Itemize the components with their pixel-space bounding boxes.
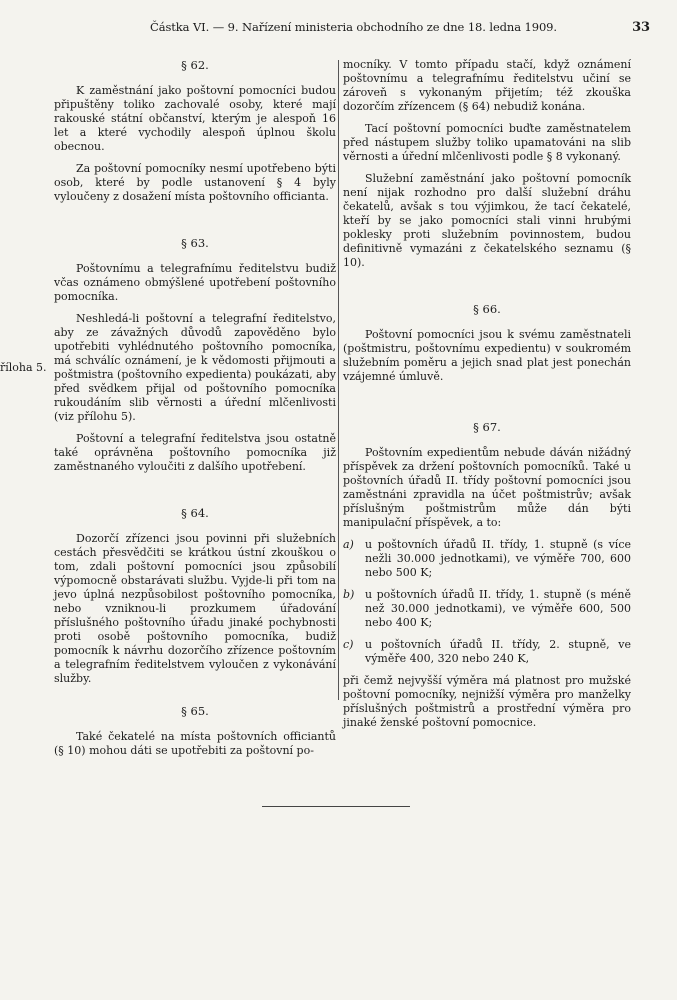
paragraph: Poštovním expedientům nebude dáván nižádný příspěvek za držení poštovních pomocníků. Také u poštovních úřadů II. třídy poštovní pomocníci jsou zaměstnáni zpravidla na účet poštmistrův; avšak příslušným poštmistrům může dán býti manipulační příspěvek, a to: [343,446,631,529]
paragraph: Také čekatelé na místa poštovních officiantů (§ 10) mohou dáti se upotřebiti za poštovní po- [54,730,336,757]
page-number: 33 [632,20,650,35]
section-heading: § 62. [181,58,209,72]
left-column [54,58,336,766]
list-item [343,588,631,630]
list-item [343,538,631,580]
section-heading: § 67. [473,420,501,434]
paragraph: Poštovní pomocníci jsou k svému zaměstnateli (poštmistru, poštovnímu expedientu) v soukromém služebním poměru a jejich snad plat jest ponechán vzájemné úmluvě. [343,328,631,383]
paragraph: Tací poštovní pomocníci buďte zaměstnatelem před nástupem služby toliko upamatováni na slib věrnosti a úřední mlčenlivosti podle § 8 vykonaný. [343,122,631,163]
running-title: Částka VI. — 9. Nařízení ministeria obchodního ze dne 18. ledna 1909. [150,20,557,34]
item-text: u poštovních úřadů II. třídy, 1. stupně (s více nežli 30.000 jednotkami), ve výměře 700, 600 nebo 500 K; [365,538,631,579]
item-text: u poštovních úřadů II. třídy, 1. stupně (s méně než 30.000 jednotkami), ve výměře 600, 500 nebo 400 K; [365,588,631,629]
column-divider [338,60,339,700]
item-text: u poštovních úřadů II. třídy, 2. stupně, ve výměře 400, 320 nebo 240 K, [365,638,631,665]
paragraph: Za poštovní pomocníky nesmí upotřebeno býti osob, které by podle ustanovení § 4 byly vyloučeny z dosažení místa poštovního officianta. [54,162,336,203]
paragraph: Služební zaměstnání jako poštovní pomocník není nijak rozhodno pro další služební dráhu čekatelů, avšak s tou výjimkou, že tací čekatelé, kteří by se jako pomocníci stali vinni hrubými poklesky proti služebním povinnostem, budou definitivně vymazáni z čekatelského seznamu (§ 10). [343,172,631,269]
paragraph: Dozorčí zřízenci jsou povinni při služebních cestách přesvědčiti se krátkou ústní zkouškou o tom, zdali poštovní pomocníci jsou způsobilí výpomocně obstarávati službu. Vyjde-li při tom na jevo úplná nezpůsobilost poštovního pomocníka, nebo vzniknou-li prozkumem úřadování příslušného poštovního úřadu jinaké pochybnosti proti osobě poštovního pomocníka, budiž pomocník k návrhu dozorčího zřízence poštovním a telegrafním ředitelstvem vyloučen z vykonávání služby. [54,532,336,685]
item-label: b) [343,588,355,601]
right-column [343,58,631,738]
item-label: a) [343,538,354,551]
section-heading: § 66. [473,302,501,316]
paragraph: při čemž nejvyšší výměra má platnost pro mužské poštovní pomocníky, nejnižší výměra pro manželky příslušných poštmistrů a prostřední výměra pro jinaké ženské poštovní pomocnice. [343,674,631,729]
item-label: c) [343,638,354,651]
section-heading: § 63. [181,236,209,250]
paragraph: Poštovnímu a telegrafnímu ředitelstvu budiž včas oznámeno obmýšlené upotřebení poštovního pomocníka. [54,262,336,303]
paragraph: Neshledá-li poštovní a telegrafní ředitelstvo, aby ze závažných důvodů zapověděno bylo upotřebiti vyhlédnutého poštovního pomocníka, má schválíc oznámení, je k vědomosti přijmouti a poštmistra (poštovního expedienta) poukázati, aby před svědkem přijal od poštovního pomocníka rukoudáním slib věrnosti a úřední mlčenlivosti (viz přílohu 5). [54,312,336,423]
paragraph: mocníky. V tomto případu stačí, když oznámení poštovnímu a telegrafnímu ředitelstvu učiní se zároveň s vykonaným přijetím; též zkouška dozorčím zřízencem (§ 64) nebudiž konána. [343,58,631,113]
section-heading: § 65. [181,704,209,718]
end-rule [262,806,410,807]
paragraph: Poštovní a telegrafní ředitelstva jsou ostatně také oprávněna poštovního pomocníka již zaměstnaného vyloučiti z dalšího upotřebení. [54,432,336,473]
list-item [343,638,631,666]
margin-note: říloha 5. [0,361,47,374]
paragraph: K zaměstnání jako poštovní pomocníci budou připuštěny toliko zachovalé osoby, které mají rakouské státní občanství, kterým je alespoň 16 let a které vychodily alespoň úplnou školu obecnou. [54,84,336,153]
section-heading: § 64. [181,506,209,520]
